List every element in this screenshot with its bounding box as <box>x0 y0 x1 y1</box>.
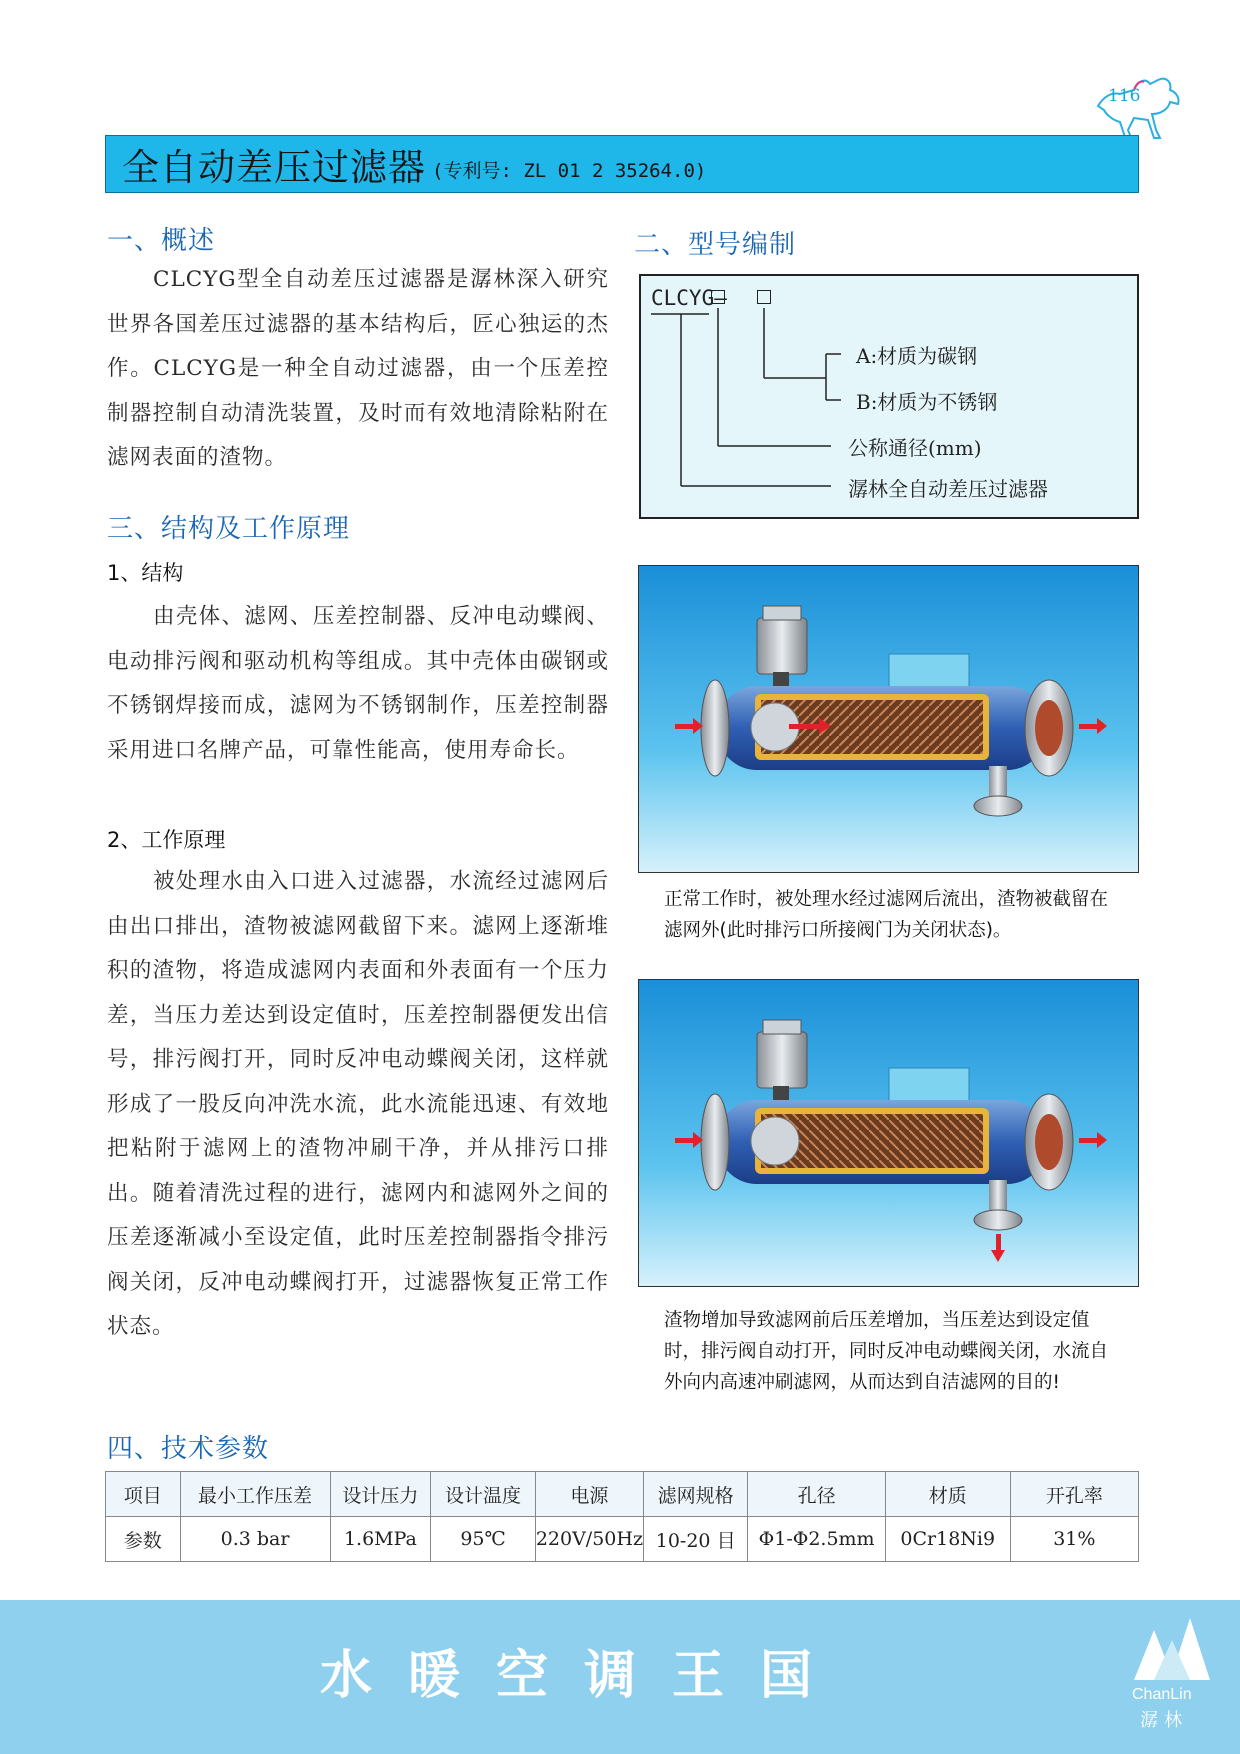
structure-paragraph: 由壳体、滤网、压差控制器、反冲电动蝶阀、电动排污阀和驱动机构等组成。其中壳体由碳钢或不锈钢焊接而成，滤网为不锈钢制作，压差控制器采用进口名牌产品，可靠性能高，使用寿命长。 <box>107 604 609 763</box>
tech-heading: 四、技术参数 <box>107 1434 270 1464</box>
chanlin-logo-icon <box>1130 1610 1214 1684</box>
table-header-cell: 最小工作压差 <box>180 1472 330 1517</box>
filter-backwash-illustration <box>639 980 1139 1287</box>
principle-subheading: 2、工作原理 <box>107 828 226 852</box>
table-row <box>106 1517 1139 1562</box>
legend-nominal-diameter: 公称通径(mm) <box>848 436 982 460</box>
table-cell: 95℃ <box>431 1517 536 1562</box>
title-banner <box>105 135 1139 193</box>
overview-paragraph: CLCYG型全自动差压过滤器是潺林深入研究世界各国差压过滤器的基本结构后，匠心独运的杰作。CLCYG是一种全自动过滤器，由一个压差控制器控制自动清洗装置，及时而有效地清除粘附在滤网表面的渣物。 <box>107 267 609 470</box>
table-header-cell: 材质 <box>885 1472 1010 1517</box>
page-number: 116 <box>1108 86 1141 106</box>
legend-brand: 潺林全自动差压过滤器 <box>848 477 1048 501</box>
table-cell: 31% <box>1010 1517 1138 1562</box>
table-header-cell: 电源 <box>535 1472 643 1517</box>
table-cell: 0Cr18Ni9 <box>885 1517 1010 1562</box>
filter-figure-backwash <box>638 979 1139 1287</box>
footer-slogan: 水暖空调王国 <box>320 1646 849 1706</box>
brand-name-cn: 潺林 <box>1140 1710 1188 1731</box>
horse-logo-icon <box>1090 66 1186 146</box>
table-cell: 220V/50Hz <box>535 1517 643 1562</box>
figure-backwash-caption: 渣物增加导致滤网前后压差增加，当压差达到设定值时，排污阀自动打开，同时反冲电动蝶阀关闭，水流自外向内高速冲刷滤网，从而达到自洁滤网的目的! <box>664 1310 1109 1393</box>
filter-normal-illustration <box>639 566 1139 873</box>
figure-normal-caption: 正常工作时，被处理水经过滤网后流出，渣物被截留在滤网外(此时排污口所接阀门为关闭状态)。 <box>664 889 1109 941</box>
page-title: 全自动差压过滤器 <box>122 146 426 189</box>
table-header-cell: 项目 <box>106 1472 181 1517</box>
patent-number: (专利号: ZL 01 2 35264.0) <box>432 159 707 182</box>
structure-heading: 三、结构及工作原理 <box>107 514 351 544</box>
structure-subheading: 1、结构 <box>107 561 184 585</box>
brand-name-en: ChanLin <box>1132 1686 1192 1703</box>
table-cell: 1.6MPa <box>330 1517 431 1562</box>
table-header-cell: 开孔率 <box>1010 1472 1138 1517</box>
table-header-cell: 滤网规格 <box>643 1472 747 1517</box>
model-heading: 二、型号编制 <box>634 230 797 260</box>
table-cell: Φ1-Φ2.5mm <box>748 1517 886 1562</box>
overview-heading: 一、概述 <box>107 226 216 256</box>
model-code-box <box>639 274 1139 519</box>
table-header-cell: 孔径 <box>748 1472 886 1517</box>
table-cell: 10-20 目 <box>643 1517 747 1562</box>
filter-figure-normal <box>638 565 1139 873</box>
principle-paragraph: 被处理水由入口进入过滤器，水流经过滤网后由出口排出，渣物被滤网截留下来。滤网上逐渐堆积的渣物，将造成滤网内表面和外表面有一个压力差，当压力差达到设定值时，压差控制器便发出信号，排污阀打开，同时反冲电动蝶阀关闭，这样就形成了一股反向冲洗水流，此水流能迅速、有效地把粘附于滤网上的渣物冲刷干净，并从排污口排出。随着清洗过程的进行，滤网内和滤网外之间的压差逐渐减小至设定值，此时压差控制器指令排污阀关闭，反冲电动蝶阀打开，过滤器恢复正常工作状态。 <box>107 869 609 1339</box>
table-cell: 0.3 bar <box>180 1517 330 1562</box>
table-header-row <box>106 1472 1139 1517</box>
legend-material-a: A:材质为碳钢 <box>856 344 978 368</box>
table-header-cell: 设计温度 <box>431 1472 536 1517</box>
legend-material-b: B:材质为不锈钢 <box>856 390 998 414</box>
model-code: CLCYG— <box>651 286 727 310</box>
table-cell: 参数 <box>106 1517 181 1562</box>
table-header-cell: 设计压力 <box>330 1472 431 1517</box>
tech-params-table <box>105 1471 1139 1562</box>
